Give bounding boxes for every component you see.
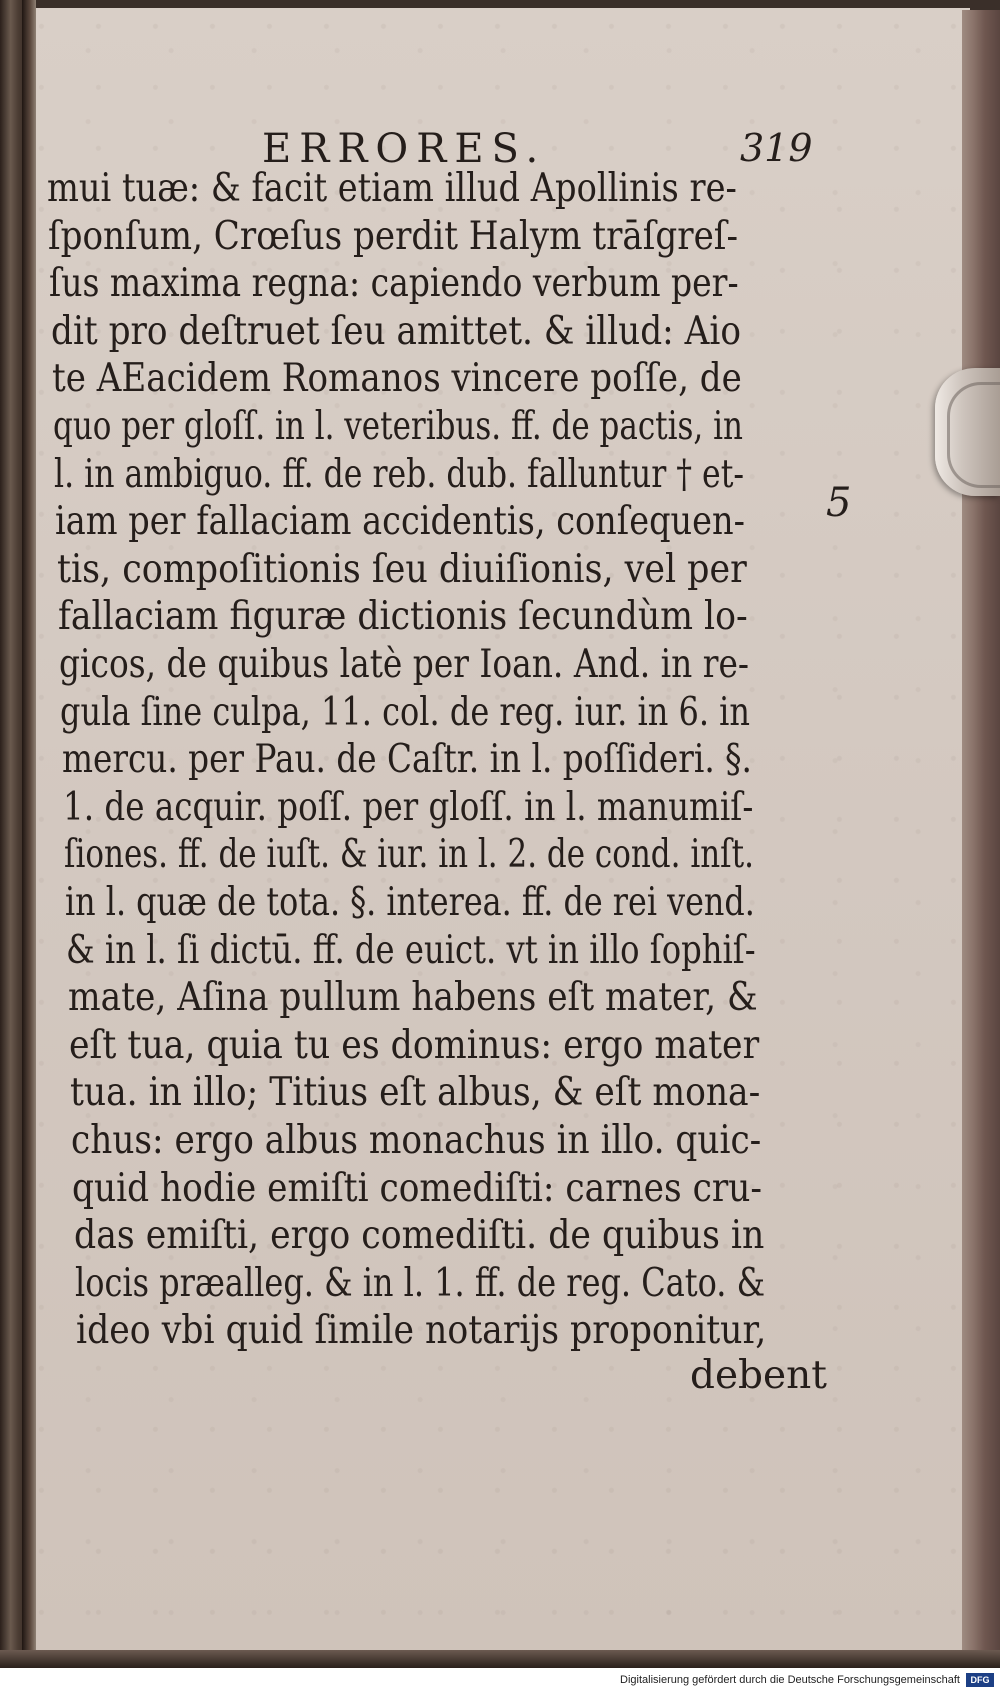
- page-stack-edge: [962, 10, 1000, 1660]
- text-line: in l. quæ de tota. §. interea. ff. de rei vend.: [65, 880, 756, 925]
- page-clip: [935, 368, 1000, 496]
- page-number: 319: [740, 126, 813, 170]
- text-line: ſiones. ff. de iuſt. & iur. in l. 2. de cond. inſt.: [63, 832, 754, 878]
- text-line: das emiſti, ergo comediſti. de quibus in: [73, 1213, 764, 1259]
- bottom-edge: [0, 1650, 1000, 1668]
- text-line: locis præalleg. & in l. 1. ff. de reg. Cato. &: [74, 1260, 765, 1306]
- text-line: ideo vbi quid ſimile notarijs proponitur,: [76, 1308, 767, 1354]
- text-line: eſt tua, quia tu es dominus: ergo mater: [68, 1022, 759, 1068]
- text-line: ſponſum, Crœſus perdit Halym trāſgreſ-: [48, 213, 739, 259]
- text-line: & in l. ſi dictū. ff. de euict. vt in illo ſophiſ-: [66, 927, 756, 973]
- footer-bar: [0, 1668, 1000, 1695]
- text-line: gicos, de quibus latè per Ioan. And. in re-: [59, 642, 750, 687]
- text-line: mui tuæ: & facit etiam illud Apollinis re-: [47, 166, 737, 211]
- dfg-logo: DFG: [966, 1673, 994, 1687]
- text-line: l. in ambiguo. ff. de reb. dub. falluntur † et-: [54, 451, 745, 497]
- binding-gutter: [22, 0, 36, 1668]
- funding-credit: Digitalisierung gefördert durch die Deutsche Forschungsgemeinschaft: [620, 1674, 960, 1686]
- text-line: tua. in illo; Titius eſt albus, & eſt mona-: [69, 1070, 761, 1116]
- text-line: tis, compoſitionis ſeu diuiſionis, vel per: [56, 546, 747, 592]
- running-head: ERRORES.: [262, 126, 547, 172]
- margin-note-number: 5: [826, 480, 852, 526]
- catchword: debent: [690, 1353, 827, 1398]
- text-line: te AEacidem Romanos vincere poſſe, de: [51, 356, 742, 402]
- text-line: mercu. per Pau. de Caſtr. in l. poſſideri. §.: [61, 737, 752, 783]
- text-line: quid hodie emiſti comediſti: carnes cru-: [72, 1165, 763, 1211]
- text-line: fallaciam figuræ dictionis ſecundùm lo-: [57, 594, 748, 640]
- text-line: ſus maxima regna: capiendo verbum per-: [49, 261, 740, 307]
- text-line: quo per gloſſ. in l. veteribus. ff. de pactis, in: [53, 404, 743, 449]
- text-line: iam per fallaciam accidentis, conſequen-: [55, 499, 746, 545]
- text-line: 1. de acquir. poſſ. per gloſſ. in l. manumiſ-: [62, 784, 754, 830]
- book-page: [30, 8, 970, 1658]
- text-line: dit pro deſtruet ſeu amittet. & illud: Aio: [50, 308, 741, 354]
- text-line: gula ſine culpa, 11. col. de reg. iur. in 6. in: [60, 689, 751, 735]
- text-line: mate, Aſina pullum habens eſt mater, &: [67, 975, 758, 1021]
- text-line: chus: ergo albus monachus in illo. quic-: [71, 1118, 762, 1163]
